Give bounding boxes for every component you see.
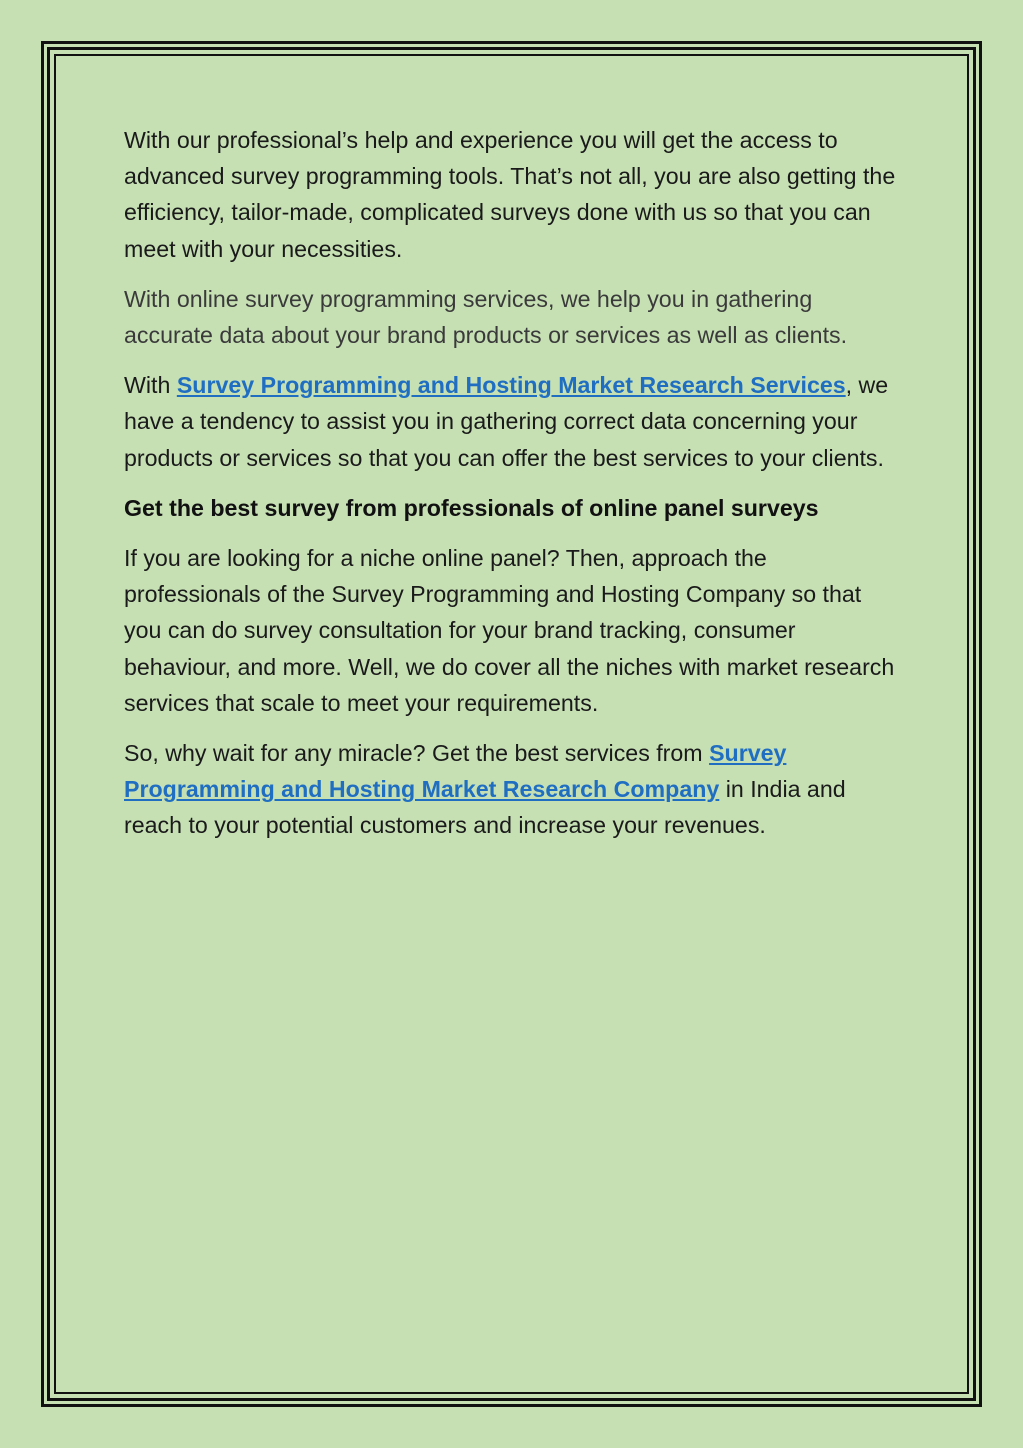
paragraph-hosting-services bbox=[124, 367, 904, 476]
paragraph-closing-after: in India and reach to your potential customers and increase your revenues. bbox=[124, 776, 846, 839]
survey-services-link[interactable]: Survey Programming and Hosting Market Research Services bbox=[176, 372, 846, 399]
paragraph-hosting-services-after: , we have a tendency to assist you in gathering correct data concerning your products or services so that you can offer the best services to your clients. bbox=[124, 372, 889, 471]
paragraph-intro: With our professional’s help and experience you will get the access to advanced survey programming tools. That’s not all, you are also getting the efficiency, tailor-made, complicated surveys done with us so that you can meet with your necessities. bbox=[124, 127, 896, 262]
survey-company-link[interactable]: Survey Programming and Hosting Market Research Company bbox=[124, 740, 787, 803]
document-body bbox=[124, 122, 904, 858]
paragraph-online-services: With online survey programming services, we help you in gathering accurate data about your brand products or services as well as clients. bbox=[124, 285, 848, 349]
paragraph-closing bbox=[124, 735, 904, 844]
paragraph-niche-panel: If you are looking for a niche online panel? Then, approach the professionals of the Survey Programming and Hosting Company so that you can do survey consultation for your brand tracking, consumer behaviour, and more. Well, we do cover all the niches with market research services that scale to meet your requirements. bbox=[124, 545, 895, 716]
paragraph-closing-before: So, why wait for any miracle? Get the best services from bbox=[124, 740, 710, 767]
paragraph-hosting-services-before: With bbox=[124, 372, 177, 399]
section-heading: Get the best survey from professionals of online panel surveys bbox=[124, 494, 819, 521]
